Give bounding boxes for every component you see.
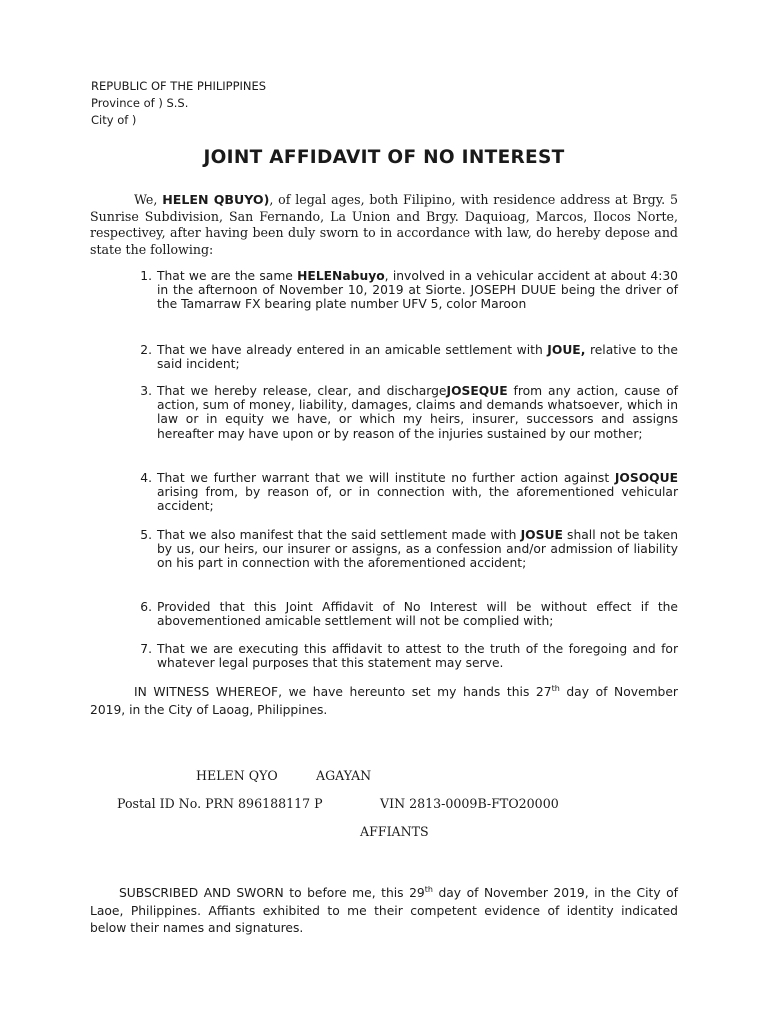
list-item-3 [128, 384, 678, 441]
republic-header: REPUBLIC OF THE PHILIPPINES [91, 79, 267, 93]
item-number: 6. [140, 600, 152, 614]
item-text [157, 528, 678, 571]
item-text [157, 343, 678, 371]
item-number: 1. [140, 269, 152, 283]
city-line: City of ) [91, 113, 137, 127]
list-item-1 [128, 269, 678, 312]
witness-text-before: IN WITNESS WHEREOF, we have hereunto set my hands this 27 [134, 685, 552, 699]
item-text-c: from any action, cause of action, sum of money, liability, damages, claims and demands whatsoever, which in law or in equity we have, or which my heirs, insurer, successors and assigns hereafter may have upon or by reason of the injuries sustained by our mother; [157, 384, 678, 441]
witness-ordinal: th [551, 683, 560, 693]
item-text-a: That we have already entered in an amicable settlement with [157, 343, 548, 357]
item-text: Provided that this Joint Affidavit of No Interest will be without effect if the abovementioned amicable settlement will not be complied with; [157, 600, 678, 629]
item-bold: JOSOQUE [614, 471, 678, 485]
list-item-4 [128, 471, 678, 514]
item-text [157, 269, 678, 312]
list-item-7 [128, 642, 678, 670]
sworn-ordinal: th [424, 884, 433, 894]
affiant-id-1: Postal ID No. PRN 896188117 P [117, 796, 323, 811]
item-text-a: That we hereby release, clear, and discharge [157, 384, 447, 398]
item-number: 3. [140, 384, 152, 398]
item-text-a: That we are the same [157, 269, 298, 283]
list-item-2 [128, 343, 678, 371]
item-number: 4. [140, 471, 152, 485]
affiant-name-1: HELEN QYO [196, 768, 278, 783]
witness-text-after: day of November 2019, in the City of Laoag, Philippines. [90, 685, 678, 717]
item-bold: JOSUE [520, 528, 563, 542]
item-text-a: That we further warrant that we will institute no further action against [157, 471, 615, 485]
affiant-name-2: AGAYAN [316, 768, 372, 783]
item-text-c: , involved in a vehicular accident at about 4:30 in the afternoon of November 10, 2019 at Siorte. JOSEPH DUUE being the driver of the Tamarraw FX bearing plate number UFV 5, color Maroon [157, 269, 678, 312]
document-title: JOINT AFFIDAVIT OF NO INTEREST [203, 147, 565, 168]
sworn-paragraph [90, 885, 678, 938]
item-bold: HELENabuyo [297, 269, 385, 283]
intro-paragraph [90, 192, 678, 258]
witness-paragraph [90, 684, 678, 719]
province-line: Province of ) S.S. [91, 96, 189, 110]
item-text-a: That we also manifest that the said settlement made with [157, 528, 521, 542]
item-number: 7. [140, 642, 152, 656]
affiants-label: AFFIANTS [360, 824, 429, 839]
item-text: That we are executing this affidavit to attest to the truth of the foregoing and for whatever legal purposes that this statement may serve. [157, 642, 678, 671]
list-item-5 [128, 528, 678, 571]
item-number: 5. [140, 528, 152, 542]
intro-rest: , of legal ages, both Filipino, with residence address at Brgy. 5 Sunrise Subdivision, San Fernando, La Union and Brgy. Daquioag, Marcos, Ilocos Norte, respectivey, after having been duly sworn to in accordance with law, do hereby depose and state the following: [90, 192, 678, 257]
item-text-c: arising from, by reason of, or in connection with, the aforementioned vehicular accident; [157, 485, 678, 514]
sworn-text-before: SUBSCRIBED AND SWORN to before me, this 29 [119, 886, 425, 900]
item-text [157, 471, 678, 514]
item-text-c: shall not be taken by us, our heirs, our insurer or assigns, as a confession and/or admission of liability on his part in connection with the aforementioned accident; [157, 528, 678, 571]
item-bold: JOUE, [547, 343, 586, 357]
item-number: 2. [140, 343, 152, 357]
item-bold: JOSEQUE [446, 384, 508, 398]
affiant-names: HELEN QBUYO) [162, 192, 270, 207]
item-text-c: relative to the said incident; [157, 343, 678, 372]
item-text [157, 384, 678, 441]
list-item-6 [128, 600, 678, 628]
affiant-id-2: VIN 2813-0009B-FTO20000 [380, 796, 559, 811]
intro-lead: We, [134, 192, 163, 207]
sworn-text-after: day of November 2019, in the City of Laoe, Philippines. Affiants exhibited to me their competent evidence of identity indicated below their names and signatures. [90, 886, 678, 935]
